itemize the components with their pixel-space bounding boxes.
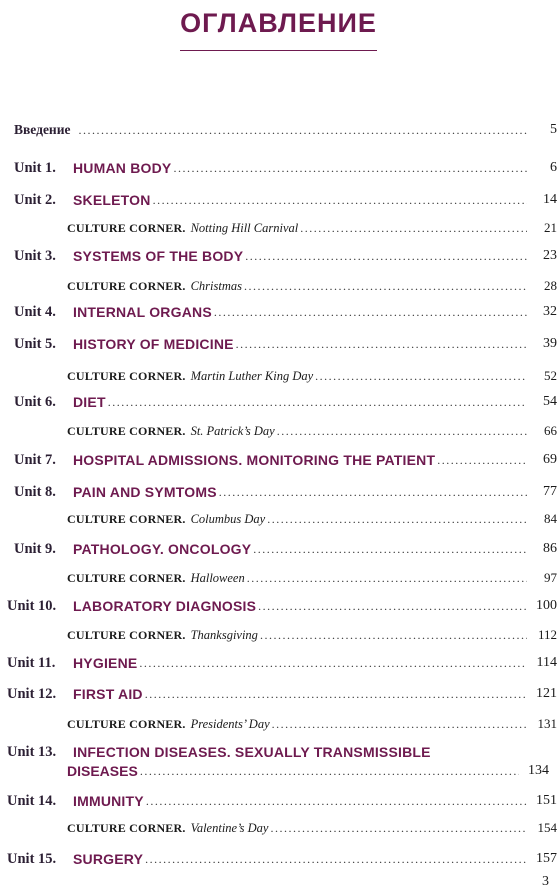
unit-number: Unit 6. bbox=[14, 394, 56, 410]
toc-unit-entry[interactable] bbox=[0, 598, 557, 614]
culture-corner-label: CULTURE CORNER. bbox=[67, 628, 186, 642]
toc-unit-entry[interactable] bbox=[0, 452, 557, 468]
toc-entry-page: 114 bbox=[536, 655, 557, 670]
culture-corner-label: CULTURE CORNER. bbox=[67, 221, 186, 235]
dot-leader bbox=[300, 222, 527, 234]
toc-culture-entry[interactable] bbox=[0, 368, 557, 384]
culture-corner-title: Martin Luther King Day bbox=[190, 369, 314, 383]
toc-entry-page: 84 bbox=[544, 511, 557, 526]
toc-entry-page: 77 bbox=[543, 484, 557, 499]
unit-number: Unit 11. bbox=[7, 655, 56, 671]
culture-corner-label: CULTURE CORNER. bbox=[67, 512, 186, 526]
toc-culture-entry[interactable] bbox=[0, 423, 557, 439]
unit-number: Unit 9. bbox=[14, 541, 56, 557]
toc-entry-page: 52 bbox=[544, 368, 557, 383]
unit-number: Unit 5. bbox=[14, 336, 56, 352]
unit-number: Unit 7. bbox=[14, 452, 56, 468]
toc-culture-entry[interactable] bbox=[0, 716, 557, 732]
unit-title: FIRST AID bbox=[73, 686, 143, 702]
toc-entry-page: 121 bbox=[536, 686, 557, 701]
toc-entry-page: 100 bbox=[536, 598, 557, 613]
dot-leader bbox=[277, 425, 527, 437]
toc-culture-entry[interactable] bbox=[0, 220, 557, 236]
toc-unit-entry[interactable] bbox=[0, 394, 557, 410]
unit-title: SKELETON bbox=[73, 192, 151, 208]
culture-corner-title: Valentine’s Day bbox=[190, 821, 269, 835]
toc-unit-entry[interactable] bbox=[0, 304, 557, 320]
dot-leader bbox=[272, 718, 527, 730]
unit-number: Unit 14. bbox=[7, 793, 57, 809]
toc-unit-entry[interactable] bbox=[0, 744, 557, 760]
toc-unit-entry[interactable] bbox=[0, 248, 557, 264]
unit-title: HOSPITAL ADMISSIONS. MONITORING THE PATIENT bbox=[73, 452, 436, 468]
toc-entry-page: 154 bbox=[537, 820, 557, 835]
toc-entry-page: 86 bbox=[543, 541, 557, 556]
toc-entry-page: 112 bbox=[537, 627, 557, 642]
dot-leader bbox=[267, 513, 527, 525]
unit-title: LABORATORY DIAGNOSIS bbox=[73, 598, 257, 614]
toc-entry-page: 5 bbox=[550, 122, 557, 137]
culture-corner-label: CULTURE CORNER. bbox=[67, 717, 186, 731]
toc-entry-page: 69 bbox=[543, 452, 557, 467]
toc-unit-entry[interactable] bbox=[0, 484, 557, 500]
toc-entry-page: 54 bbox=[543, 394, 557, 409]
toc-unit-entry[interactable] bbox=[0, 655, 557, 671]
toc-culture-entry[interactable] bbox=[0, 278, 557, 294]
toc-entry-page: 39 bbox=[543, 336, 557, 351]
unit-title: PAIN AND SYMTOMS bbox=[73, 484, 217, 500]
culture-corner-label: CULTURE CORNER. bbox=[67, 279, 186, 293]
dot-leader bbox=[270, 822, 527, 834]
toc-entry-intro[interactable] bbox=[0, 122, 557, 138]
culture-corner-label: CULTURE CORNER. bbox=[67, 369, 186, 383]
page-number: 3 bbox=[542, 874, 549, 889]
toc-culture-entry[interactable] bbox=[0, 511, 557, 527]
unit-number: Unit 1. bbox=[14, 160, 56, 176]
toc-unit-entry[interactable] bbox=[0, 336, 557, 352]
culture-corner-title: Christmas bbox=[190, 279, 242, 293]
dot-leader bbox=[108, 396, 527, 408]
toc-entry-page: 151 bbox=[536, 793, 557, 808]
culture-corner-title: St. Patrick’s Day bbox=[190, 424, 275, 438]
toc-unit-entry[interactable] bbox=[0, 541, 557, 557]
unit-title: IMMUNITY bbox=[73, 793, 144, 809]
dot-leader bbox=[236, 338, 527, 350]
toc-culture-entry[interactable] bbox=[0, 570, 557, 586]
unit-number: Unit 10. bbox=[7, 598, 57, 614]
unit-title: SURGERY bbox=[73, 851, 144, 867]
unit-title-continued: DISEASES bbox=[67, 763, 138, 779]
dot-leader bbox=[145, 688, 527, 700]
toc-entry-page: 32 bbox=[543, 304, 557, 319]
dot-leader bbox=[219, 486, 527, 498]
unit-title: INTERNAL ORGANS bbox=[73, 304, 212, 320]
dot-leader bbox=[260, 629, 527, 641]
unit-number: Unit 13. bbox=[7, 744, 57, 760]
dot-leader bbox=[253, 543, 527, 555]
unit-number: Unit 12. bbox=[7, 686, 57, 702]
toc-unit-entry[interactable] bbox=[0, 192, 557, 208]
dot-leader bbox=[245, 250, 527, 262]
toc-entry-page: 131 bbox=[537, 716, 557, 731]
culture-corner-label: CULTURE CORNER. bbox=[67, 424, 186, 438]
dot-leader bbox=[145, 853, 527, 865]
culture-corner-title: Thanksgiving bbox=[190, 628, 258, 642]
toc-entry-page: 28 bbox=[544, 278, 557, 293]
dot-leader bbox=[146, 795, 527, 807]
toc-entry-page: 157 bbox=[536, 851, 557, 866]
culture-corner-title: Halloween bbox=[190, 571, 245, 585]
unit-title: DIET bbox=[73, 394, 106, 410]
toc-unit-entry[interactable] bbox=[0, 160, 557, 176]
dot-leader bbox=[153, 194, 527, 206]
dot-leader bbox=[247, 572, 527, 584]
toc-entry-page: 97 bbox=[544, 570, 557, 585]
toc-entry-page: 134 bbox=[528, 763, 549, 778]
unit-title: INFECTION DISEASES. SEXUALLY TRANSMISSIBLE bbox=[73, 744, 431, 760]
toc-entry-page: 14 bbox=[543, 192, 557, 207]
unit-title: PATHOLOGY. ONCOLOGY bbox=[73, 541, 252, 557]
toc-culture-entry[interactable] bbox=[0, 627, 557, 643]
culture-corner-title: Columbus Day bbox=[190, 512, 266, 526]
toc-culture-entry[interactable] bbox=[0, 820, 557, 836]
dot-leader bbox=[214, 306, 527, 318]
dot-leader bbox=[173, 162, 527, 174]
toc-entry-page: 21 bbox=[544, 220, 557, 235]
unit-title: HISTORY OF MEDICINE bbox=[73, 336, 234, 352]
toc-entry-page: 66 bbox=[544, 423, 557, 438]
toc-unit-entry[interactable] bbox=[0, 851, 557, 867]
unit-title: HYGIENE bbox=[73, 655, 138, 671]
toc-unit-entry[interactable] bbox=[0, 686, 557, 702]
culture-corner-title: Presidents’ Day bbox=[190, 717, 270, 731]
page-title: ОГЛАВЛЕНИЕ bbox=[180, 8, 377, 38]
toc-unit-entry[interactable] bbox=[0, 793, 557, 809]
unit-number: Unit 4. bbox=[14, 304, 56, 320]
toc-entry-page: 23 bbox=[543, 248, 557, 263]
title-underline bbox=[180, 50, 377, 51]
unit-title: HUMAN BODY bbox=[73, 160, 172, 176]
unit-number: Unit 2. bbox=[14, 192, 56, 208]
dot-leader bbox=[258, 600, 527, 612]
dot-leader bbox=[315, 370, 527, 382]
culture-corner-label: CULTURE CORNER. bbox=[67, 821, 186, 835]
dot-leader bbox=[78, 124, 527, 136]
culture-corner-title: Notting Hill Carnival bbox=[190, 221, 299, 235]
unit-number: Unit 3. bbox=[14, 248, 56, 264]
unit-number: Unit 8. bbox=[14, 484, 56, 500]
unit-number: Unit 15. bbox=[7, 851, 57, 867]
dot-leader bbox=[437, 454, 527, 466]
toc-entry-label: Введение bbox=[14, 122, 71, 137]
dot-leader bbox=[140, 765, 519, 777]
dot-leader bbox=[139, 657, 527, 669]
unit-title: SYSTEMS OF THE BODY bbox=[73, 248, 244, 264]
toc-entry-page: 6 bbox=[550, 160, 557, 175]
toc-entry-continuation[interactable] bbox=[67, 763, 549, 779]
culture-corner-label: CULTURE CORNER. bbox=[67, 571, 186, 585]
dot-leader bbox=[244, 280, 527, 292]
